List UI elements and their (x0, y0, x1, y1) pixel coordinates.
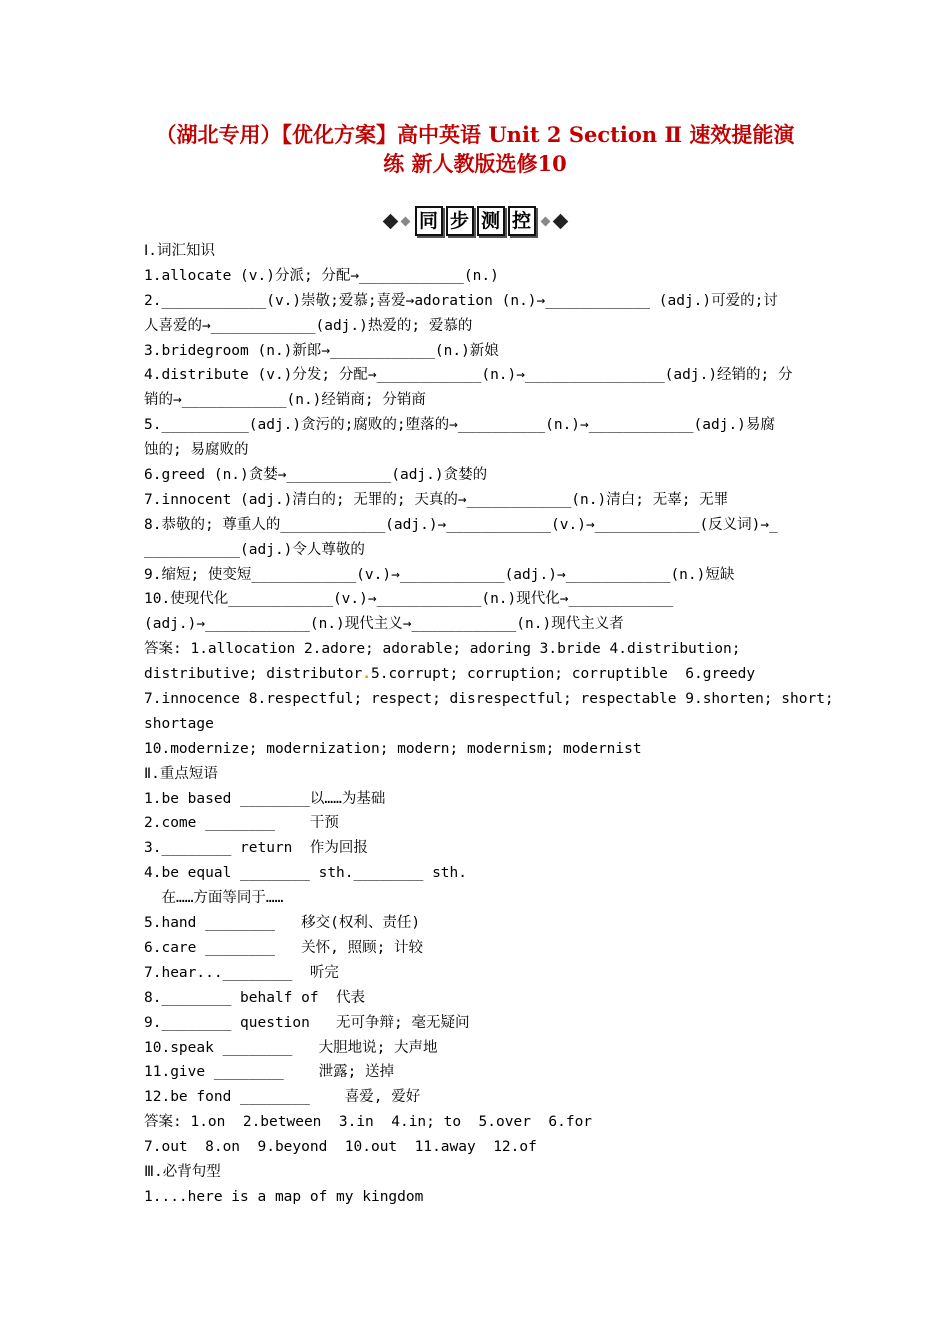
phrase-line: 5.hand ________ 移交(权利、责任) (144, 915, 421, 932)
phrase-line: 8.________ behalf of 代表 (144, 989, 366, 1006)
banner-char: 步 (446, 206, 474, 236)
exercise-line: 7.innocent (adj.)清白的; 无罪的; 天真的→____________(n.)清白; 无辜; 无罪 (144, 491, 729, 508)
exercise-line: 9.缩短; 使变短____________(v.)→____________(adj.)→____________(n.)短缺 (144, 566, 735, 583)
phrase-line: 4.be equal ________ sth.________ sth. (144, 865, 468, 882)
phrase-line: 2.come ________ 干预 (144, 815, 339, 832)
phrase-line: 10.speak ________ 大胆地说; 大声地 (144, 1039, 438, 1056)
section-heading: Ⅲ.必背句型 (144, 1163, 221, 1180)
exercise-line: 销的→____________(n.)经销商; 分销商 (144, 392, 426, 409)
dot-mark: . (362, 666, 371, 683)
section-heading: Ⅰ.词汇知识 (144, 243, 216, 259)
answer-line: 10.modernize; modernization; modern; modernism; modernist (144, 740, 642, 757)
phrase-line: 12.be fond ________ 喜爱, 爱好 (144, 1089, 421, 1106)
exercise-line: 人喜爱的→____________(adj.)热爱的; 爱慕的 (144, 317, 473, 334)
document-title (100, 120, 850, 178)
diamond-icon (540, 216, 550, 226)
phrase-line: 在……方面等同于…… (144, 890, 284, 907)
banner-title (415, 206, 536, 236)
diamond-icon (552, 213, 568, 229)
answer-line: 答案: 1.on 2.between 3.in 4.in; to 5.over 6.for (144, 1114, 593, 1131)
phrase-line: 6.care ________ 关怀, 照顾; 计较 (144, 939, 424, 956)
answer-text: distributive; distributor (144, 666, 363, 683)
title-line-2: 练 新人教版选修10 (383, 151, 567, 176)
exercise-line: ___________(adj.)令人尊敬的 (144, 541, 365, 558)
exercise-line: 4.distribute (v.)分发; 分配→____________(n.)→________________(adj.)经销的; 分 (144, 367, 793, 384)
exercise-line: 2.____________(v.)崇敬;爱慕;喜爱→adoration (n.)→____________ (adj.)可爱的;讨 (144, 292, 778, 309)
banner-char: 同 (415, 206, 443, 236)
diamond-icon (400, 216, 410, 226)
sentence-line: 1....here is a map of my kingdom (144, 1188, 424, 1205)
answer-text: 5.corrupt; corruption; corruptible 6.greedy (370, 666, 756, 683)
exercise-line: 8.恭敬的; 尊重人的____________(adj.)→____________(v.)→____________(反义词)→_ (144, 516, 778, 533)
exercise-line: 蚀的; 易腐败的 (144, 442, 249, 459)
answer-line: shortage (144, 715, 214, 732)
section-banner (0, 205, 950, 237)
answer-line: 7.out 8.on 9.beyond 10.out 11.away 12.of (144, 1139, 537, 1156)
section-heading: Ⅱ.重点短语 (144, 765, 218, 782)
answer-line: 7.innocence 8.respectful; respect; disrespectful; respectable 9.shorten; short; (144, 691, 834, 708)
exercise-line: 5.__________(adj.)贪污的;腐败的;堕落的→__________(n.)→____________(adj.)易腐 (144, 417, 775, 434)
banner-char: 测 (477, 206, 505, 236)
answer-line: 答案: 1.allocation 2.adore; adorable; adoring 3.bride 4.distribution; (144, 641, 741, 658)
answer-line (144, 662, 808, 687)
phrase-line: 3.________ return 作为回报 (144, 840, 368, 857)
phrase-line: 1.be based ________以……为基础 (144, 790, 386, 807)
diamond-icon (382, 213, 398, 229)
exercise-line: 10.使现代化____________(v.)→____________(n.)现代化→____________ (144, 591, 674, 608)
phrase-line: 11.give ________ 泄露; 送掉 (144, 1064, 395, 1081)
phrase-line: 7.hear...________ 听完 (144, 964, 339, 981)
exercise-line: 6.greed (n.)贪婪→____________(adj.)贪婪的 (144, 467, 488, 484)
exercise-line: 1.allocate (v.)分派; 分配→____________(n.) (144, 267, 499, 284)
exercise-content (144, 239, 834, 1210)
exercise-line: 3.bridegroom (n.)新郎→____________(n.)新娘 (144, 342, 499, 359)
phrase-line: 9.________ question 无可争辩; 毫无疑问 (144, 1014, 470, 1031)
exercise-line: (adj.)→____________(n.)现代主义→____________(n.)现代主义者 (144, 616, 624, 633)
title-line-1: （湖北专用）【优化方案】高中英语 Unit 2 Section Ⅱ 速效提能演 (155, 122, 795, 147)
banner-char: 控 (508, 206, 536, 236)
